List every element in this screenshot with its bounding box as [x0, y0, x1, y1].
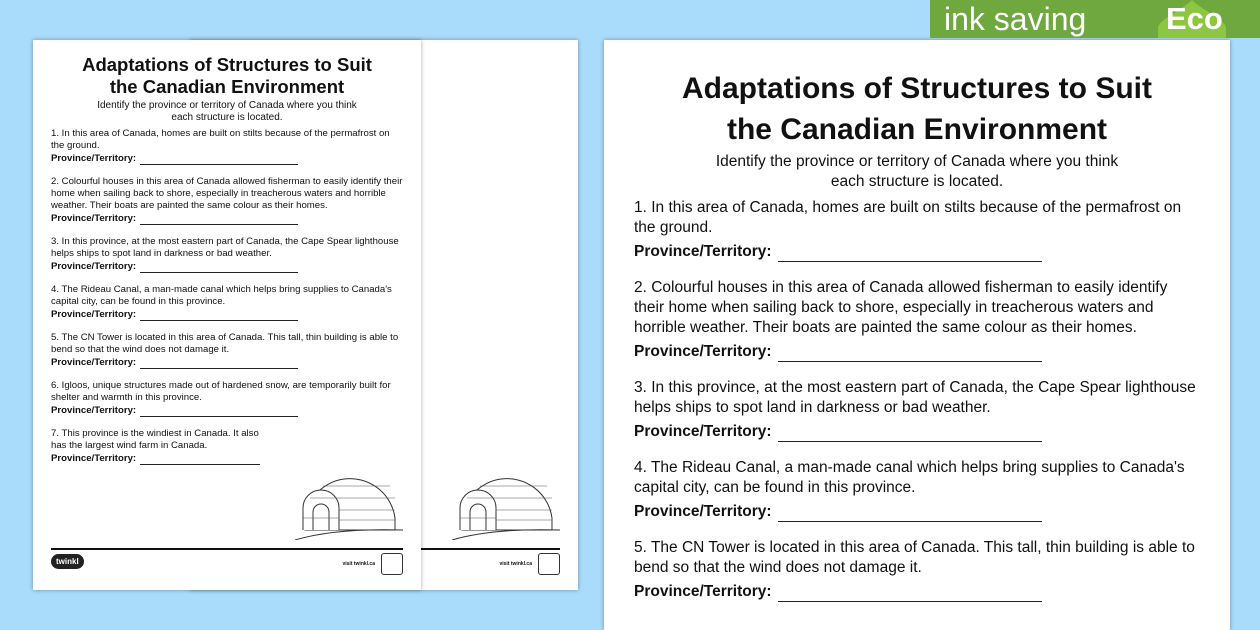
question-text: 3. In this province, at the most eastern part of Canada, the Cape Spear lighthouse helps ships to spot land in darkness or bad weather.	[634, 379, 1196, 416]
question-text: 7. This province is the windiest in Canada. It also has the largest wind farm in Canada.	[51, 428, 259, 451]
answer-field[interactable]	[634, 242, 1200, 262]
worksheet-title: Adaptations of Structures to Suit the Canadian Environment	[82, 54, 372, 97]
answer-label: Province/Territory:	[634, 503, 772, 520]
answer-field[interactable]	[51, 309, 403, 321]
answer-label: Province/Territory:	[634, 583, 772, 600]
igloo-illustration	[295, 468, 405, 540]
answer-label: Province/Territory:	[51, 405, 137, 416]
footer-rule	[51, 548, 403, 550]
igloo-illustration	[452, 468, 562, 540]
answer-line[interactable]	[140, 309, 298, 321]
answer-field[interactable]	[51, 405, 403, 417]
footer-badge-icon	[538, 553, 560, 575]
footer-badge-icon	[381, 553, 403, 575]
question-text: 6. Igloos, unique structures made out of hardened snow, are temporarily built for shelter and warmth in this province.	[51, 380, 391, 403]
answer-line[interactable]	[140, 357, 298, 369]
question-text: 2. Colourful houses in this area of Canada allowed fisherman to easily identify their home when sailing back to shore, especially in treacherous waters and horrible weather. Their boats are painted the same colour as their homes.	[634, 279, 1168, 336]
worksheet-front-page	[33, 40, 421, 590]
answer-line[interactable]	[140, 213, 298, 225]
answer-field[interactable]	[51, 153, 403, 165]
answer-label: Province/Territory:	[51, 453, 137, 464]
footer-visit: visit twinkl.ca	[342, 561, 375, 567]
answer-label: Province/Territory:	[51, 153, 137, 164]
answer-line[interactable]	[140, 405, 298, 417]
answer-field[interactable]	[634, 582, 1200, 602]
ink-saving-banner	[930, 0, 1260, 38]
answer-label: Province/Territory:	[51, 357, 137, 368]
twinkl-logo: twinkl	[51, 554, 84, 569]
answer-line[interactable]	[778, 242, 1042, 262]
question-text: 4. The Rideau Canal, a man-made canal which helps bring supplies to Canada's capital city, can be found in this province.	[51, 284, 392, 307]
answer-field[interactable]	[634, 422, 1200, 442]
answer-line[interactable]	[778, 342, 1042, 362]
answer-label: Province/Territory:	[51, 309, 137, 320]
ink-saving-text: ink saving	[944, 1, 1087, 37]
question-text: 1. In this area of Canada, homes are built on stilts because of the permafrost on the ground.	[634, 199, 1182, 236]
question-text: 4. The Rideau Canal, a man-made canal which helps bring supplies to Canada's capital city, can be found in this province.	[634, 459, 1185, 496]
footer-visit: visit twinkl.ca	[499, 561, 532, 567]
answer-field[interactable]	[634, 342, 1200, 362]
question-text: 2. Colourful houses in this area of Canada allowed fisherman to easily identify their home when sailing back to shore, especially in treacherous waters and horrible weather. Their boats are painted the same colour as their homes.	[51, 176, 403, 211]
answer-label: Province/Territory:	[634, 423, 772, 440]
answer-field[interactable]	[51, 453, 403, 465]
eco-label: Eco	[1166, 1, 1223, 36]
answer-field[interactable]	[634, 502, 1200, 522]
answer-label: Province/Territory:	[634, 243, 772, 260]
answer-label: Province/Territory:	[634, 343, 772, 360]
answer-line[interactable]	[778, 422, 1042, 442]
worksheet-zoomed-page	[604, 40, 1230, 630]
answer-line[interactable]	[140, 153, 298, 165]
answer-line[interactable]	[778, 582, 1042, 602]
answer-field[interactable]	[51, 261, 403, 273]
question-text: 5. The CN Tower is located in this area of Canada. This tall, thin building is able to bend so that the wind does not damage it.	[634, 539, 1195, 576]
question-text: 1. In this area of Canada, homes are built on stilts because of the permafrost on the ground.	[51, 128, 390, 151]
answer-line[interactable]	[778, 502, 1042, 522]
answer-line[interactable]	[140, 453, 260, 465]
worksheet-subtitle: Identify the province or territory of Canada where you think each structure is located.	[97, 100, 357, 123]
answer-label: Province/Territory:	[51, 213, 137, 224]
worksheet-subtitle: Identify the province or territory of Canada where you think each structure is located.	[715, 153, 1119, 190]
question-text: 3. In this province, at the most eastern part of Canada, the Cape Spear lighthouse helps ships to spot land in darkness or bad weather.	[51, 236, 399, 259]
answer-line[interactable]	[140, 261, 298, 273]
answer-field[interactable]	[51, 357, 403, 369]
answer-field[interactable]	[51, 213, 403, 225]
worksheet-title: Adaptations of Structures to Suit the Canadian Environment	[681, 72, 1152, 146]
answer-label: Province/Territory:	[51, 261, 137, 272]
question-text: 5. The CN Tower is located in this area of Canada. This tall, thin building is able to bend so that the wind does not damage it.	[51, 332, 399, 355]
